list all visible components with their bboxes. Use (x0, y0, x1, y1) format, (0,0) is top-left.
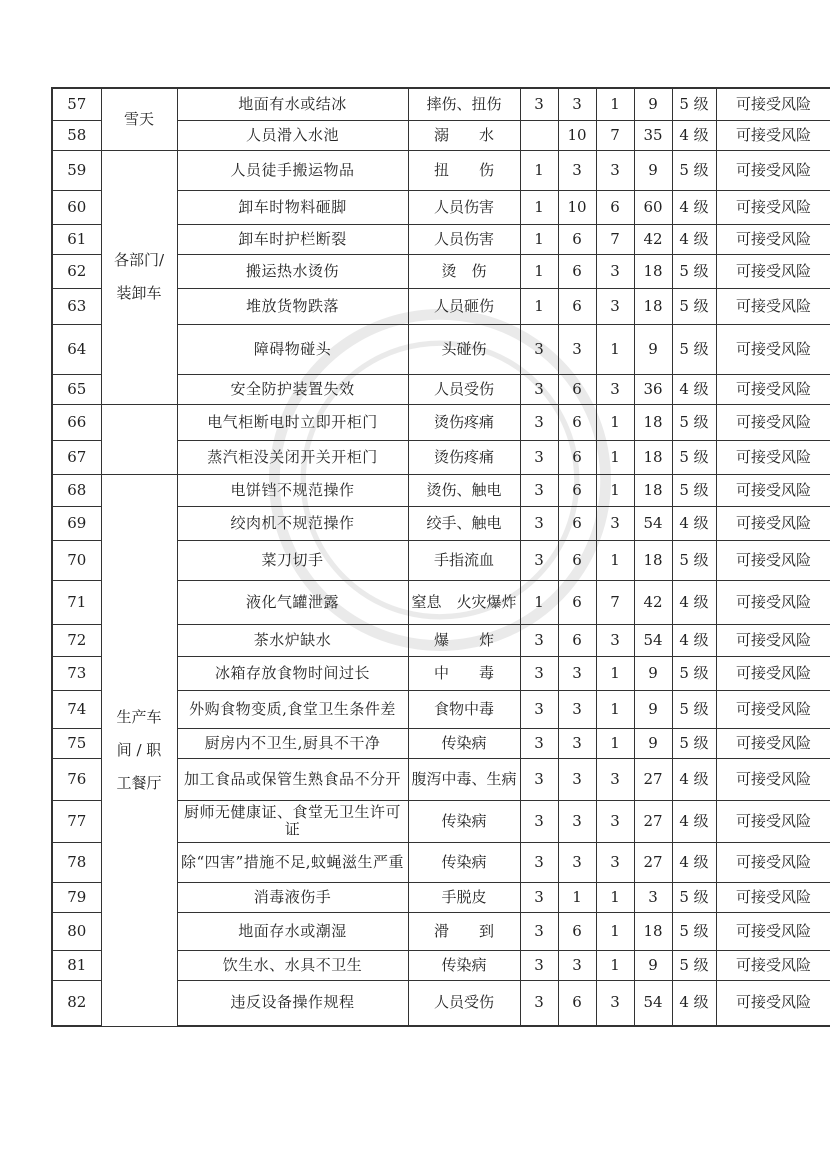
consequence-cell: 食物中毒 (408, 690, 520, 728)
consequence-cell: 摔伤、扭伤 (408, 88, 520, 120)
risk-level-cell: 5 级 (672, 882, 716, 912)
risk-level-cell: 5 级 (672, 540, 716, 580)
risk-level-cell: 4 级 (672, 190, 716, 224)
row-number-cell: 80 (52, 912, 101, 950)
risk-level-cell: 5 级 (672, 950, 716, 980)
hazard-cell: 人员滑入水池 (177, 120, 408, 150)
row-number-cell: 71 (52, 580, 101, 624)
exposure-cell: 6 (558, 912, 596, 950)
exposure-cell: 6 (558, 474, 596, 506)
consequence-score-cell: 1 (596, 440, 634, 474)
exposure-cell: 6 (558, 540, 596, 580)
risk-level-cell: 5 级 (672, 324, 716, 374)
likelihood-cell: 3 (520, 324, 558, 374)
table-row (52, 150, 830, 190)
hazard-cell: 液化气罐泄露 (177, 580, 408, 624)
control-cell: 可接受风险 (716, 624, 830, 656)
exposure-cell: 1 (558, 882, 596, 912)
hazard-cell: 违反设备操作规程 (177, 980, 408, 1026)
exposure-cell: 3 (558, 800, 596, 842)
exposure-cell: 6 (558, 506, 596, 540)
consequence-cell: 传染病 (408, 950, 520, 980)
control-cell: 可接受风险 (716, 324, 830, 374)
hazard-cell: 电气柜断电时立即开柜门 (177, 404, 408, 440)
hazard-cell: 消毒液伤手 (177, 882, 408, 912)
consequence-score-cell: 3 (596, 288, 634, 324)
likelihood-cell: 3 (520, 404, 558, 440)
hazard-cell: 冰箱存放食物时间过长 (177, 656, 408, 690)
hazard-cell: 绞肉机不规范操作 (177, 506, 408, 540)
risk-score-cell: 54 (634, 624, 672, 656)
consequence-score-cell: 1 (596, 474, 634, 506)
table-row (52, 404, 830, 440)
consequence-cell: 扭 伤 (408, 150, 520, 190)
exposure-cell: 6 (558, 624, 596, 656)
risk-level-cell: 5 级 (672, 440, 716, 474)
row-number-cell: 79 (52, 882, 101, 912)
risk-level-cell: 4 级 (672, 374, 716, 404)
likelihood-cell: 3 (520, 474, 558, 506)
control-cell: 可接受风险 (716, 150, 830, 190)
area-cell (101, 474, 177, 1026)
control-cell: 可接受风险 (716, 758, 830, 800)
control-cell: 可接受风险 (716, 254, 830, 288)
row-number-cell: 57 (52, 88, 101, 120)
area-cell: 雪天 (101, 88, 177, 150)
exposure-cell: 6 (558, 224, 596, 254)
control-cell: 可接受风险 (716, 728, 830, 758)
risk-level-cell: 4 级 (672, 800, 716, 842)
area-label: 间 / 职 (116, 740, 162, 759)
risk-score-cell: 18 (634, 912, 672, 950)
risk-level-cell: 4 级 (672, 580, 716, 624)
consequence-score-cell: 1 (596, 404, 634, 440)
row-number-cell: 66 (52, 404, 101, 440)
row-number-cell: 75 (52, 728, 101, 758)
likelihood-cell: 3 (520, 656, 558, 690)
row-number-cell: 70 (52, 540, 101, 580)
control-cell: 可接受风险 (716, 190, 830, 224)
hazard-cell: 地面存水或潮湿 (177, 912, 408, 950)
consequence-score-cell: 3 (596, 150, 634, 190)
row-number-cell: 61 (52, 224, 101, 254)
row-number-cell: 62 (52, 254, 101, 288)
consequence-cell: 烫伤疼痛 (408, 404, 520, 440)
likelihood-cell: 3 (520, 980, 558, 1026)
risk-score-cell: 54 (634, 980, 672, 1026)
consequence-cell: 爆 炸 (408, 624, 520, 656)
likelihood-cell: 3 (520, 440, 558, 474)
consequence-score-cell: 1 (596, 728, 634, 758)
likelihood-cell: 3 (520, 624, 558, 656)
consequence-score-cell: 1 (596, 540, 634, 580)
control-cell: 可接受风险 (716, 912, 830, 950)
area-label: 各部门/ (113, 251, 165, 269)
row-number-cell: 67 (52, 440, 101, 474)
risk-level-cell: 4 级 (672, 980, 716, 1026)
row-number-cell: 78 (52, 842, 101, 882)
consequence-score-cell: 3 (596, 506, 634, 540)
likelihood-cell: 3 (520, 540, 558, 580)
exposure-cell: 6 (558, 254, 596, 288)
risk-level-cell: 5 级 (672, 254, 716, 288)
consequence-score-cell: 1 (596, 950, 634, 980)
control-cell: 可接受风险 (716, 224, 830, 254)
risk-level-cell: 5 级 (672, 912, 716, 950)
control-cell: 可接受风险 (716, 288, 830, 324)
hazard-cell: 菜刀切手 (177, 540, 408, 580)
consequence-score-cell: 1 (596, 656, 634, 690)
exposure-cell: 6 (558, 980, 596, 1026)
row-number-cell: 68 (52, 474, 101, 506)
hazard-cell: 安全防护装置失效 (177, 374, 408, 404)
hazard-cell: 饮生水、水具不卫生 (177, 950, 408, 980)
control-cell: 可接受风险 (716, 506, 830, 540)
risk-score-cell: 36 (634, 374, 672, 404)
likelihood-cell: 1 (520, 288, 558, 324)
consequence-score-cell: 1 (596, 324, 634, 374)
risk-score-cell: 18 (634, 254, 672, 288)
exposure-cell: 6 (558, 440, 596, 474)
exposure-cell: 6 (558, 288, 596, 324)
likelihood-cell: 3 (520, 882, 558, 912)
risk-score-cell: 18 (634, 404, 672, 440)
risk-score-cell: 27 (634, 800, 672, 842)
consequence-score-cell: 3 (596, 800, 634, 842)
likelihood-cell: 1 (520, 190, 558, 224)
hazard-cell: 人员徒手搬运物品 (177, 150, 408, 190)
consequence-cell: 中 毒 (408, 656, 520, 690)
consequence-score-cell: 3 (596, 254, 634, 288)
consequence-score-cell: 7 (596, 580, 634, 624)
control-cell: 可接受风险 (716, 374, 830, 404)
risk-assessment-table (51, 87, 830, 1027)
exposure-cell: 3 (558, 758, 596, 800)
risk-level-cell: 5 级 (672, 88, 716, 120)
risk-level-cell: 4 级 (672, 758, 716, 800)
hazard-cell: 堆放货物跌落 (177, 288, 408, 324)
risk-score-cell: 9 (634, 690, 672, 728)
row-number-cell: 63 (52, 288, 101, 324)
risk-level-cell: 5 级 (672, 474, 716, 506)
exposure-cell: 6 (558, 374, 596, 404)
row-number-cell: 81 (52, 950, 101, 980)
consequence-cell: 手指流血 (408, 540, 520, 580)
likelihood-cell: 3 (520, 758, 558, 800)
consequence-cell: 人员受伤 (408, 374, 520, 404)
table-row (52, 88, 830, 120)
area-label: 生产车 (116, 707, 162, 726)
exposure-cell: 3 (558, 728, 596, 758)
risk-score-cell: 54 (634, 506, 672, 540)
consequence-cell: 绞手、触电 (408, 506, 520, 540)
row-number-cell: 58 (52, 120, 101, 150)
hazard-cell: 除“四害”措施不足,蚊蝇滋生严重 (177, 842, 408, 882)
consequence-score-cell: 1 (596, 912, 634, 950)
consequence-cell: 人员伤害 (408, 224, 520, 254)
consequence-cell: 人员受伤 (408, 980, 520, 1026)
hazard-cell: 地面有水或结冰 (177, 88, 408, 120)
consequence-score-cell: 3 (596, 374, 634, 404)
risk-level-cell: 4 级 (672, 120, 716, 150)
consequence-cell: 传染病 (408, 728, 520, 758)
risk-score-cell: 9 (634, 656, 672, 690)
consequence-cell: 滑 到 (408, 912, 520, 950)
control-cell: 可接受风险 (716, 404, 830, 440)
control-cell: 可接受风险 (716, 800, 830, 842)
hazard-cell: 加工食品或保管生熟食品不分开 (177, 758, 408, 800)
risk-score-cell: 18 (634, 440, 672, 474)
exposure-cell: 3 (558, 150, 596, 190)
risk-score-cell: 60 (634, 190, 672, 224)
risk-score-cell: 18 (634, 540, 672, 580)
risk-level-cell: 5 级 (672, 690, 716, 728)
hazard-cell: 外购食物变质,食堂卫生条件差 (177, 690, 408, 728)
likelihood-cell: 1 (520, 254, 558, 288)
hazard-cell: 卸车时护栏断裂 (177, 224, 408, 254)
hazard-cell: 搬运热水烫伤 (177, 254, 408, 288)
control-cell: 可接受风险 (716, 882, 830, 912)
consequence-score-cell: 7 (596, 120, 634, 150)
risk-score-cell: 9 (634, 728, 672, 758)
likelihood-cell: 1 (520, 150, 558, 190)
risk-score-cell: 35 (634, 120, 672, 150)
control-cell: 可接受风险 (716, 656, 830, 690)
hazard-cell: 厨房内不卫生,厨具不干净 (177, 728, 408, 758)
risk-score-cell: 27 (634, 842, 672, 882)
row-number-cell: 72 (52, 624, 101, 656)
control-cell: 可接受风险 (716, 690, 830, 728)
likelihood-cell: 3 (520, 950, 558, 980)
consequence-score-cell: 3 (596, 842, 634, 882)
hazard-cell: 蒸汽柜没关闭开关开柜门 (177, 440, 408, 474)
likelihood-cell: 3 (520, 842, 558, 882)
consequence-cell: 窒息 火灾爆炸 (408, 580, 520, 624)
exposure-cell: 3 (558, 656, 596, 690)
row-number-cell: 82 (52, 980, 101, 1026)
row-number-cell: 73 (52, 656, 101, 690)
hazard-cell: 茶水炉缺水 (177, 624, 408, 656)
hazard-cell: 卸车时物料砸脚 (177, 190, 408, 224)
risk-level-cell: 4 级 (672, 842, 716, 882)
risk-score-cell: 42 (634, 580, 672, 624)
likelihood-cell: 3 (520, 374, 558, 404)
exposure-cell: 3 (558, 324, 596, 374)
row-number-cell: 69 (52, 506, 101, 540)
risk-level-cell: 4 级 (672, 506, 716, 540)
likelihood-cell: 3 (520, 800, 558, 842)
hazard-cell: 电饼铛不规范操作 (177, 474, 408, 506)
likelihood-cell: 1 (520, 224, 558, 254)
likelihood-cell: 3 (520, 506, 558, 540)
likelihood-cell: 3 (520, 88, 558, 120)
area-cell (101, 404, 177, 474)
risk-score-cell: 9 (634, 950, 672, 980)
consequence-cell: 手脱皮 (408, 882, 520, 912)
consequence-cell: 溺 水 (408, 120, 520, 150)
risk-score-cell: 18 (634, 288, 672, 324)
risk-level-cell: 5 级 (672, 150, 716, 190)
exposure-cell: 6 (558, 580, 596, 624)
row-number-cell: 77 (52, 800, 101, 842)
hazard-cell: 障碍物碰头 (177, 324, 408, 374)
control-cell: 可接受风险 (716, 440, 830, 474)
consequence-cell: 腹泻中毒、生病 (408, 758, 520, 800)
row-number-cell: 60 (52, 190, 101, 224)
consequence-score-cell: 6 (596, 190, 634, 224)
exposure-cell: 10 (558, 120, 596, 150)
likelihood-cell (520, 120, 558, 150)
risk-score-cell: 9 (634, 150, 672, 190)
risk-level-cell: 5 级 (672, 656, 716, 690)
risk-level-cell: 5 级 (672, 728, 716, 758)
exposure-cell: 3 (558, 690, 596, 728)
risk-score-cell: 42 (634, 224, 672, 254)
consequence-score-cell: 3 (596, 758, 634, 800)
consequence-score-cell: 3 (596, 980, 634, 1026)
likelihood-cell: 3 (520, 728, 558, 758)
consequence-score-cell: 1 (596, 690, 634, 728)
likelihood-cell: 3 (520, 912, 558, 950)
area-label: 装卸车 (116, 284, 162, 302)
hazard-cell: 厨师无健康证、食堂无卫生许可证 (177, 800, 408, 842)
row-number-cell: 65 (52, 374, 101, 404)
risk-level-cell: 5 级 (672, 404, 716, 440)
risk-score-cell: 3 (634, 882, 672, 912)
consequence-score-cell: 1 (596, 88, 634, 120)
risk-score-cell: 27 (634, 758, 672, 800)
exposure-cell: 10 (558, 190, 596, 224)
table-row (52, 474, 830, 506)
consequence-cell: 烫 伤 (408, 254, 520, 288)
consequence-cell: 传染病 (408, 800, 520, 842)
risk-score-cell: 18 (634, 474, 672, 506)
exposure-cell: 3 (558, 842, 596, 882)
exposure-cell: 3 (558, 88, 596, 120)
control-cell: 可接受风险 (716, 540, 830, 580)
consequence-score-cell: 1 (596, 882, 634, 912)
control-cell: 可接受风险 (716, 474, 830, 506)
control-cell: 可接受风险 (716, 120, 830, 150)
control-cell: 可接受风险 (716, 842, 830, 882)
row-number-cell: 74 (52, 690, 101, 728)
likelihood-cell: 3 (520, 690, 558, 728)
consequence-cell: 烫伤疼痛 (408, 440, 520, 474)
risk-level-cell: 4 级 (672, 624, 716, 656)
consequence-cell: 人员伤害 (408, 190, 520, 224)
risk-score-cell: 9 (634, 88, 672, 120)
area-cell (101, 150, 177, 404)
row-number-cell: 64 (52, 324, 101, 374)
control-cell: 可接受风险 (716, 950, 830, 980)
risk-level-cell: 4 级 (672, 224, 716, 254)
consequence-cell: 传染病 (408, 842, 520, 882)
row-number-cell: 59 (52, 150, 101, 190)
consequence-cell: 人员砸伤 (408, 288, 520, 324)
consequence-cell: 头碰伤 (408, 324, 520, 374)
likelihood-cell: 1 (520, 580, 558, 624)
consequence-score-cell: 7 (596, 224, 634, 254)
consequence-score-cell: 3 (596, 624, 634, 656)
consequence-cell: 烫伤、触电 (408, 474, 520, 506)
control-cell: 可接受风险 (716, 88, 830, 120)
risk-level-cell: 5 级 (672, 288, 716, 324)
risk-score-cell: 9 (634, 324, 672, 374)
exposure-cell: 6 (558, 404, 596, 440)
control-cell: 可接受风险 (716, 580, 830, 624)
area-label: 工餐厅 (116, 773, 162, 792)
row-number-cell: 76 (52, 758, 101, 800)
exposure-cell: 3 (558, 950, 596, 980)
control-cell: 可接受风险 (716, 980, 830, 1026)
